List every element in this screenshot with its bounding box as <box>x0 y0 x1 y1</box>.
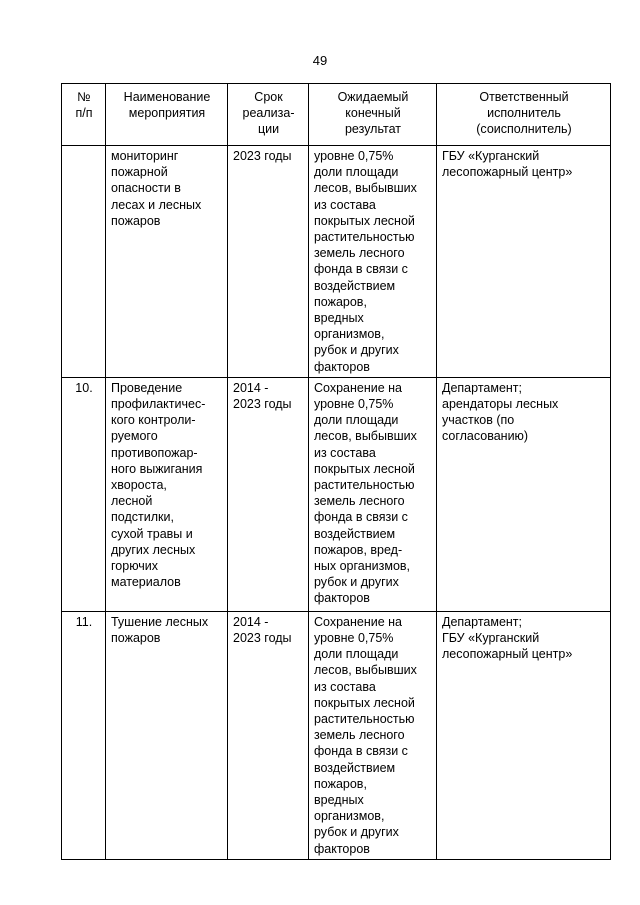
cell-executor <box>437 146 611 378</box>
cell-name-text: Тушение лесных пожаров <box>111 614 209 646</box>
cell-executor-text: ГБУ «Курганский лесопожарный центр» <box>442 149 573 180</box>
header-term-label: Срок реализа- ции <box>242 90 295 137</box>
cell-name <box>106 611 228 859</box>
table-header-row <box>62 84 611 146</box>
header-name <box>106 84 228 146</box>
cell-name-text: Проведение профилактичес- кого контроли- руемого противопожар- ного выжигания хвороста, лесной подстилки, сухой травы и других лесных горючих материалов <box>111 380 206 590</box>
cell-executor <box>437 377 611 611</box>
header-term <box>228 84 309 146</box>
table-row <box>62 611 611 859</box>
header-result-label: Ожидаемый конечный результат <box>337 90 409 137</box>
header-number <box>62 84 106 146</box>
header-executor-label: Ответственный исполнитель (соисполнитель) <box>476 90 572 137</box>
cell-result-text: уровне 0,75% доли площади лесов, выбывших из состава покрытых лесной растительностью земель лесного фонда в связи с воздействием пожаров, вредных организмов, рубок и других факторов <box>314 149 417 374</box>
cell-name-text: мониторинг пожарной опасности в лесах и лесных пожаров <box>111 149 202 228</box>
cell-result-text: Сохранение на уровне 0,75% доли площади лесов, выбывших из состава покрытых лесной растительностью земель лесного фонда в связи с воздействием пожаров, вред- ных организмов, рубок и других факторов <box>314 380 417 606</box>
cell-term <box>228 611 309 859</box>
header-number-label: № п/п <box>75 90 93 121</box>
header-result <box>309 84 437 146</box>
cell-number-text: 11. <box>75 614 93 629</box>
header-executor <box>437 84 611 146</box>
cell-number <box>62 611 106 859</box>
cell-result <box>309 377 437 611</box>
cell-term <box>228 377 309 611</box>
cell-executor <box>437 611 611 859</box>
cell-number <box>62 146 106 378</box>
cell-name <box>106 146 228 378</box>
cell-term-text: 2014 - 2023 годы <box>233 614 292 646</box>
cell-name <box>106 377 228 611</box>
measures-table <box>61 83 611 860</box>
cell-result <box>309 146 437 378</box>
table-row <box>62 377 611 611</box>
cell-term <box>228 146 309 378</box>
cell-result <box>309 611 437 859</box>
cell-term-text: 2023 годы <box>233 149 292 163</box>
page-number: 49 <box>312 53 328 68</box>
cell-term-text: 2014 - 2023 годы <box>233 380 292 412</box>
cell-executor-text: Департамент; ГБУ «Курганский лесопожарный центр» <box>442 614 573 662</box>
cell-number <box>62 377 106 611</box>
cell-executor-text: Департамент; арендаторы лесных участков (по согласованию) <box>442 380 559 444</box>
table-row <box>62 146 611 378</box>
cell-number-text: 10. <box>75 380 93 395</box>
header-name-label: Наименование мероприятия <box>123 90 211 121</box>
cell-result-text: Сохранение на уровне 0,75% доли площади лесов, выбывших из состава покрытых лесной растительностью земель лесного фонда в связи с воздействием пожаров, вредных организмов, рубок и других факторов <box>314 614 417 856</box>
